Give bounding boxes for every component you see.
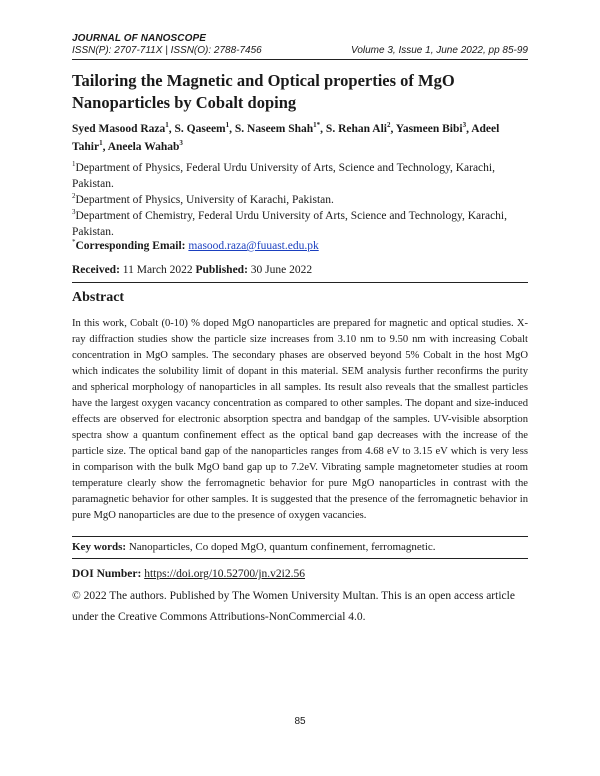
abstract-text: In this work, Cobalt (0-10) % doped MgO nanoparticles are prepared for magnetic and optical studies. X-ray diffraction studies show the particle size increases from 3.10 nm to 9.50 nm with increasing Cobalt concentration in MgO samples. The secondary phases are observed beyond 5% Cobalt in the host MgO which indicates the solubility limit of dopant in this material. SEM analysis further reconfirms the purity and spherical morphology of nanoparticles in all samples. Its result also reveals that the smallest particles have the largest oxygen vacancy concentration as compared to other samples. The dopant and size-induced effects are observed for electronic absorption spectra and bandgap of the samples. UV-visible absorption spectra show a quantum confinement effect as the optical band gap decreases with the increase of the particle size. The optical band gap of the nanoparticles ranges from 4.68 eV to 3.15 eV which is very less in comparison with the bulk MgO band gap up to 7.2eV. Vibrating sample magnetometer studies at room temperature clearly show the ferromagnetic behavior for pure MgO nanoparticles in contrast with the paramagnetic behavior for other samples. It is suggested that the presence of the ferromagnetic behavior in pure MgO nanoparticles are due to the presence of oxygen vacancies. — [72, 318, 528, 521]
author-separator: , — [168, 123, 175, 135]
affiliation-text: Department of Physics, University of Karachi, Pakistan. — [75, 194, 334, 206]
header-divider — [72, 59, 528, 60]
journal-name: JOURNAL OF NANOSCOPE — [72, 33, 207, 44]
page-number: 85 — [294, 716, 306, 727]
author-affiliation-mark: 1 — [225, 121, 230, 130]
journal-issn: ISSN(P): 2707-711X | ISSN(O): 2788-7456 — [72, 45, 262, 56]
author-name: S. Qaseem — [174, 123, 226, 135]
doi-link[interactable]: https://doi.org/10.52700/jn.v2i2.56 — [144, 568, 306, 580]
author-affiliation-mark: 3 — [462, 121, 467, 130]
published-date: 30 June 2022 — [250, 264, 313, 276]
author-separator: , — [466, 123, 472, 135]
affiliation-text: Department of Chemistry, Federal Urdu University of Arts, Science and Technology, Karachi, Pakistan. — [72, 210, 507, 238]
author-affiliation-mark: 1 — [99, 139, 103, 148]
affiliation-mark: 1 — [72, 160, 76, 169]
corresponding-label: Corresponding Email: — [75, 240, 186, 252]
doi-label: DOI Number: — [72, 568, 142, 580]
author-separator: , — [102, 141, 108, 153]
affiliation-1 — [72, 160, 532, 192]
corresponding-mark: * — [72, 238, 76, 247]
author-affiliation-mark: 2 — [386, 121, 391, 130]
author-list — [72, 120, 532, 156]
author-name: Syed Masood Raza — [72, 123, 166, 135]
article-dates — [72, 264, 312, 276]
keywords-label: Key words: — [72, 541, 127, 553]
paper-title: Tailoring the Magnetic and Optical properties of MgO Nanoparticles by Cobalt doping — [72, 71, 455, 112]
keywords-bottom-divider — [72, 558, 528, 559]
published-label: Published: — [195, 264, 248, 276]
author-name: Aneela Wahab — [107, 141, 180, 153]
author-separator: , — [390, 123, 396, 135]
affiliation-mark: 3 — [72, 208, 76, 217]
author-affiliation-mark: 1* — [313, 121, 321, 130]
author-separator: , — [320, 123, 326, 135]
abstract-top-divider — [72, 282, 528, 283]
author-name: S. Naseem Shah — [234, 123, 314, 135]
keywords-text: Nanoparticles, Co doped MgO, quantum confinement, ferromagnetic. — [128, 541, 436, 553]
affiliation-2 — [72, 192, 532, 208]
author-name: Yasmeen Bibi — [395, 123, 463, 135]
affiliation-mark: 2 — [72, 192, 76, 201]
license-text: © 2022 The authors. Published by The Women University Multan. This is an open access article under the Creative Commons Attributions-NonCommercial 4.0. — [72, 590, 515, 623]
affiliation-text: Department of Physics, Federal Urdu University of Arts, Science and Technology, Karachi, Pakistan. — [72, 162, 495, 190]
author-name: Adeel Tahir — [72, 123, 500, 153]
author-separator: , — [229, 123, 235, 135]
author-affiliation-mark: 3 — [179, 139, 183, 148]
received-label: Received: — [72, 264, 120, 276]
journal-volume-info: Volume 3, Issue 1, June 2022, pp 85-99 — [351, 45, 528, 56]
author-name: S. Rehan Ali — [325, 123, 387, 135]
keywords — [72, 541, 436, 553]
corresponding-email — [72, 238, 532, 254]
keywords-top-divider — [72, 536, 528, 537]
email-link[interactable]: masood.raza@fuuast.edu.pk — [188, 240, 319, 252]
doi-line — [72, 568, 305, 580]
author-affiliation-mark: 1 — [165, 121, 169, 130]
affiliation-3 — [72, 208, 532, 240]
received-date: 11 March 2022 — [122, 264, 193, 276]
abstract-heading: Abstract — [72, 290, 125, 305]
